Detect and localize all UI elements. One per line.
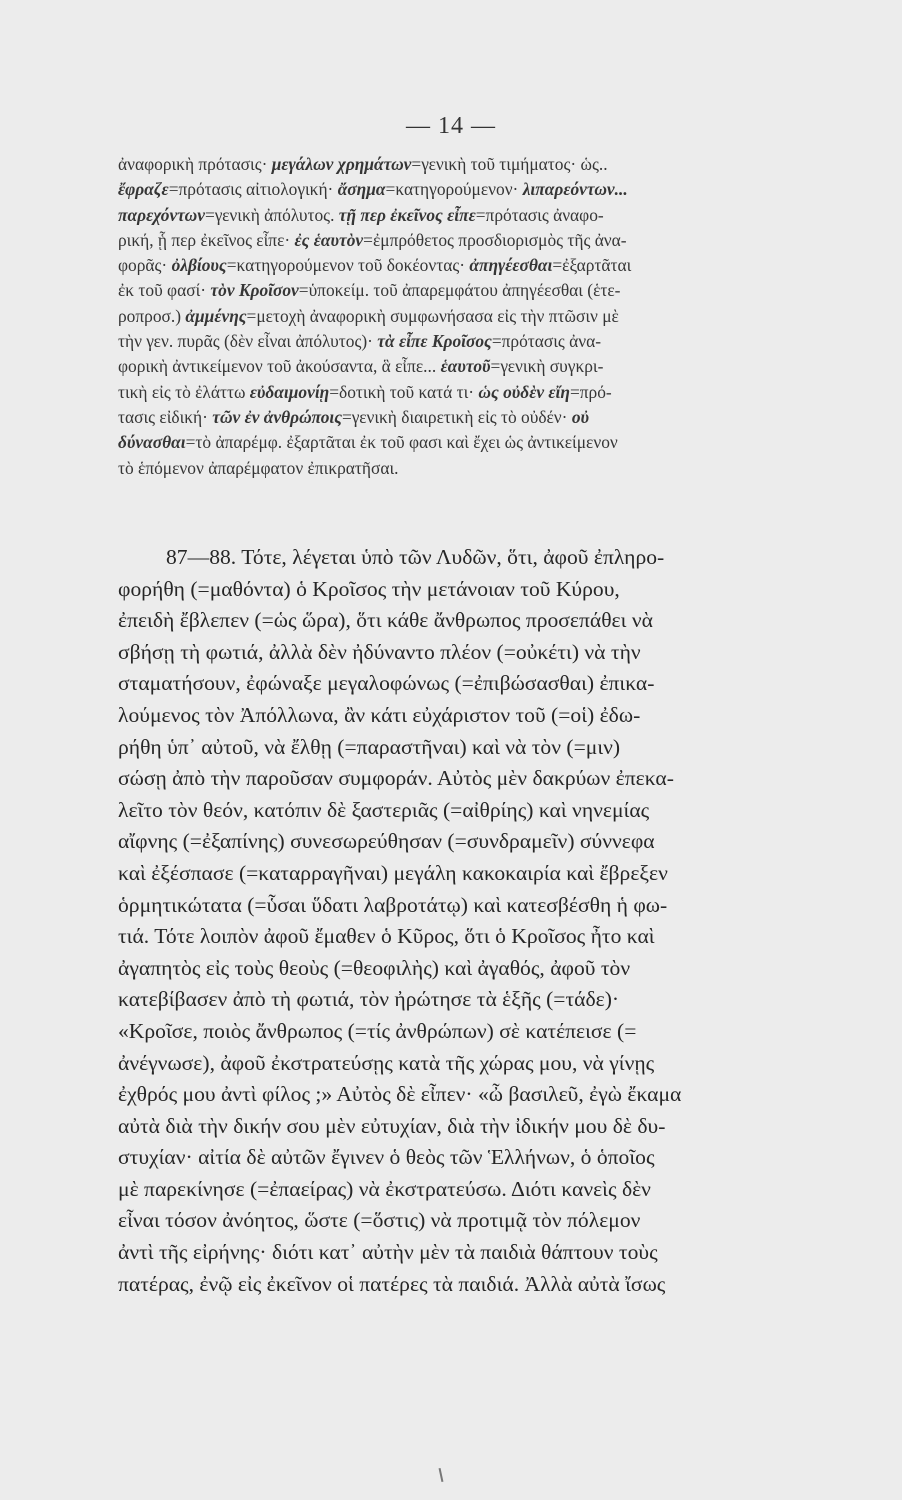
note-text: τὸ ἑπόμενον ἀπαρέμφατον ἐπικρατῆσαι. [118, 457, 399, 478]
note-text: =γενικὴ ἀπόλυτος. [204, 204, 339, 225]
text-line: σώσῃ ἀπὸ τὴν παροῦσαν συμφοράν. Αὐτὸς μὲν δακρύων ἐπεκα- [118, 766, 674, 791]
note-term: ἀπηγέεσθαι [469, 255, 553, 276]
text-line: ρήθη ὑπ᾽ αὐτοῦ, νὰ ἔλθῃ (=παραστῆναι) καὶ νὰ τὸν (=μιν) [118, 734, 621, 759]
text-line: σβήσῃ τὴ φωτιά, ἀλλὰ δὲν ἠδύναντο πλέον (=οὐκέτι) νὰ τὴν [118, 639, 641, 664]
notes-line [118, 456, 840, 481]
note-text: τικὴ εἰς τὸ ἐλάττω [118, 381, 250, 402]
text-line: «Κροῖσε, ποιὸς ἄνθρωπος (=τίς ἀνθρώπων) σὲ κατέπεισε (= [118, 1018, 637, 1043]
note-text: =πρότασις ἀνα- [491, 331, 602, 352]
note-text: =γενικὴ συγκρι- [490, 356, 604, 377]
text-line: καὶ ἐξέσπασε (=καταρραγῆναι) μεγάλη κακοκαιρία καὶ ἔβρεξεν [118, 860, 668, 885]
text-line: ἐπειδὴ ἔβλεπεν (=ὡς ὥρα), ὅτι κάθε ἄνθρωπος προσεπάθει νὰ [118, 608, 653, 633]
note-term: ὀλβίους [171, 255, 227, 276]
note-term: ἔφραζε [118, 179, 169, 200]
text-line: αἴφνης (=ἐξαπίνης) συνεσωρεύθησαν (=συνδραμεῖν) σύννεφα [118, 829, 655, 854]
note-term: ἐς ἑαυτὸν [294, 229, 364, 250]
notes-line [118, 329, 840, 354]
note-text: =γενικὴ διαιρετικὴ εἰς τὸ οὐδέν· [342, 406, 572, 427]
note-text: ρική, ᾗ περ ἐκεῖνος εἶπε· [118, 229, 295, 250]
text-line: στυχίαν· αἰτία δὲ αὐτῶν ἔγινεν ὁ θεὸς τῶν Ἑλλήνων, ὁ ὁποῖος [118, 1145, 655, 1170]
note-term: παρεχόντων [118, 204, 205, 225]
text-line: κατεβίβασεν ἀπὸ τὴ φωτιά, τὸν ἠρώτησε τὰ ἑξῆς (=τάδε)· [118, 987, 620, 1012]
note-text: =ἐμπρόθετος προσδιορισμὸς τῆς ἀνα- [363, 229, 627, 250]
text-line: τιά. Τότε λοιπὸν ἀφοῦ ἔμαθεν ὁ Κῦρος, ὅτι ὁ Κροῖσος ἦτο καὶ [118, 924, 655, 949]
page-number: — 14 — [406, 113, 496, 139]
text-line: 87—88. Τότε, λέγεται ὑπὸ τῶν Λυδῶν, ὅτι, ἀφοῦ ἐπληρο- [166, 545, 665, 569]
note-text: =κατηγορούμενον τοῦ δοκέοντας· [226, 255, 470, 276]
notes-line [118, 253, 840, 278]
notes-line [118, 380, 840, 405]
note-term: ἀμμένης [185, 305, 247, 326]
note-text: =κατηγορούμενον· [385, 179, 523, 200]
note-term: δύνασθαι [118, 432, 186, 453]
note-text: =πρότασις ἀναφο- [475, 204, 604, 225]
note-text: =πρό- [569, 381, 612, 402]
text-line: λούμενος τὸν Ἀπόλλωνα, ἂν κάτι εὐχάριστον τοῦ (=οἱ) ἐδω- [118, 702, 641, 727]
notes-line [118, 430, 840, 455]
note-text: τασις εἰδική· [118, 406, 213, 427]
notes-line [118, 203, 840, 228]
note-text: =τὸ ἀπαρέμφ. ἐξαρτᾶται ἐκ τοῦ φασι καὶ ἔχει ὡς ἀντικείμενον [185, 432, 618, 453]
note-text: =γενικὴ τοῦ τιμήματος· ὡς.. [411, 154, 608, 174]
text-line: εἶναι τόσον ἀνόητος, ὥστε (=ὅστις) νὰ προτιμᾷ τὸν πόλεμον [118, 1208, 641, 1233]
text-line: ἐχθρός μου ἀντὶ φίλος ;» Αὐτὸς δὲ εἶπεν· «ὦ βασιλεῦ, ἐγὼ ἔκαμα [118, 1082, 682, 1107]
note-text: ἐκ τοῦ φασί· [118, 280, 211, 301]
notes-line [118, 152, 840, 177]
note-text: ἀναφορικὴ πρότασις· [118, 154, 272, 174]
note-text: τὴν γεν. πυρᾶς (δὲν εἶναι ἀπόλυτος)· [118, 331, 378, 352]
note-term: τῶν ἐν ἀνθρώποις [212, 406, 342, 427]
note-text: φορικὴ ἀντικείμενον τοῦ ἀκούσαντα, ἃ εἶπε... [118, 356, 441, 377]
note-term: τὸν Κροῖσον [210, 280, 299, 301]
text-line: φορήθη (=μαθόντα) ὁ Κροῖσος τὴν μετάνοιαν τοῦ Κύρου, [118, 576, 620, 601]
notes-line [118, 278, 840, 303]
notes-line [118, 304, 840, 329]
text-line: αὐτὰ διὰ τὴν δικήν σου μὲν εὐτυχίαν, διὰ τὴν ἰδικήν μου δὲ δυ- [118, 1113, 666, 1138]
note-term: ἄσημα [337, 179, 386, 200]
note-text: ροπροσ.) [118, 305, 186, 326]
note-term: ὡς οὐδὲν εἴη [478, 381, 570, 402]
note-text: =ὑποκείμ. τοῦ ἀπαρεμφάτου ἀπηγέεσθαι (ἑτε- [298, 280, 621, 301]
grammar-notes [118, 152, 840, 481]
note-text: =ἐξαρτᾶται [552, 255, 632, 276]
note-term: τῇ περ ἐκεῖνος εἶπε [338, 204, 476, 225]
note-text: =δοτικὴ τοῦ κατά τι· [329, 381, 479, 402]
note-term: εὐδαιμονίῃ [249, 381, 330, 402]
text-line: ὁρμητικώτατα (=ὗσαι ὕδατι λαβροτάτῳ) καὶ κατεσβέσθη ἡ φω- [118, 892, 668, 917]
scan-mark [439, 1468, 444, 1482]
notes-line [118, 354, 840, 379]
note-term: λιπαρεόντων... [522, 179, 628, 200]
note-text: =μετοχὴ ἀναφορικὴ συμφωνήσασα εἰς τὴν πτῶσιν μὲ [246, 305, 619, 326]
main-text [118, 542, 840, 1300]
note-term: οὐ [571, 406, 590, 427]
text-line: σταματήσουν, ἐφώναξε μεγαλοφώνως (=ἐπιβώσασθαι) ἐπικα- [118, 671, 655, 696]
text-line: ἀντὶ τῆς εἰρήνης· διότι κατ᾽ αὐτὴν μὲν τὰ παιδιὰ θάπτουν τοὺς [118, 1240, 658, 1265]
note-text: =πρότασις αἰτιολογική· [168, 179, 338, 200]
note-term: μεγάλων χρημάτων [271, 154, 412, 174]
note-term: τὰ εἶπε Κροῖσος [377, 331, 492, 352]
text-line: πατέρας, ἐνῷ εἰς ἐκεῖνον οἱ πατέρες τὰ παιδιά. Ἀλλὰ αὐτὰ ἴσως [118, 1271, 666, 1296]
notes-line [118, 228, 840, 253]
note-term: ἑαυτοῦ [440, 356, 491, 377]
text-line: μὲ παρεκίνησε (=ἐπαείρας) νὰ ἐκστρατεύσω. Διότι κανεὶς δὲν [118, 1176, 651, 1201]
text-line: ἀνέγνωσε), ἀφοῦ ἐκστρατεύσῃς κατὰ τῆς χώρας μου, νὰ γίνῃς [118, 1050, 655, 1075]
notes-line [118, 405, 840, 430]
note-text: φορᾶς· [118, 255, 172, 276]
text-line: λεῖτο τὸν θεόν, κατόπιν δὲ ξαστεριᾶς (=αἰθρίης) καὶ νηνεμίας [118, 797, 650, 822]
notes-line [118, 177, 840, 202]
text-line: ἀγαπητὸς εἰς τοὺς θεοὺς (=θεοφιλὴς) καὶ ἀγαθός, ἀφοῦ τὸν [118, 955, 631, 980]
